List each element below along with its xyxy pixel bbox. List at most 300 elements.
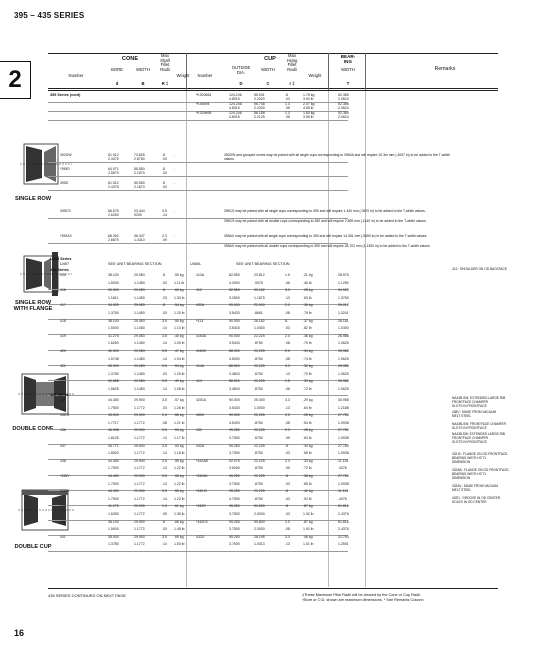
table-cell: .47 kg bbox=[174, 349, 184, 353]
table-cell: 1.21 lb bbox=[174, 420, 185, 425]
table-cell: 435-S bbox=[60, 413, 70, 418]
table-cell: 41.275 bbox=[108, 504, 119, 509]
table-cell: 1.8125 bbox=[108, 436, 119, 440]
table-cell: .92 lb bbox=[303, 496, 312, 501]
table-cell: 3.6250 bbox=[229, 466, 240, 471]
table-cell: .14 bbox=[162, 356, 167, 361]
table-cell: 395CS bbox=[60, 209, 71, 213]
table-cell: .03 bbox=[162, 185, 167, 190]
table-cell: 1.8020 bbox=[108, 451, 119, 456]
table-cell: 1.1772 bbox=[134, 405, 145, 410]
table-cell: 3.7500 bbox=[229, 496, 240, 501]
table-cell: 1.4310 bbox=[134, 238, 145, 243]
table-cell: 1.3 bbox=[162, 504, 167, 509]
table-cell: .37 kg bbox=[303, 318, 313, 323]
table-cell: 1.5 bbox=[285, 273, 290, 277]
table-cell: - bbox=[174, 209, 176, 213]
table-cell: 3.7500 bbox=[229, 481, 240, 486]
table-cell: 29.083 bbox=[134, 349, 145, 353]
cone-number-header: Number bbox=[68, 73, 84, 78]
table-cell: .8 bbox=[162, 181, 165, 185]
table-cell: 29.900 bbox=[134, 489, 145, 494]
table-cell: 3.5 bbox=[162, 379, 167, 384]
table-cell: 66.675 bbox=[108, 209, 119, 213]
table-cell: .8750 bbox=[254, 466, 263, 471]
table-cell: 3.5433 bbox=[229, 341, 240, 346]
table-cell: .8 bbox=[162, 303, 165, 308]
table-cell: 1.7500 bbox=[108, 466, 119, 471]
table-cell: .28 kg bbox=[303, 288, 313, 293]
table-cell: .50 kg bbox=[174, 318, 184, 323]
table-cell: 61.816 bbox=[338, 519, 349, 524]
cup-weight-header: Weight bbox=[308, 73, 322, 78]
table-cell: 1.1450 bbox=[134, 387, 145, 391]
table-cell: .8 bbox=[162, 273, 165, 277]
unit-see-section: SEE UNIT BEARING SECTION bbox=[236, 262, 290, 266]
table-cell: 22.225 bbox=[254, 443, 265, 448]
table-cell: 1.92 lb bbox=[303, 512, 314, 516]
table-cell: .03 bbox=[285, 326, 290, 331]
table-cell: 29.900 bbox=[134, 398, 145, 402]
table-cell: 61.816 bbox=[338, 504, 349, 509]
table-cell: .08 bbox=[285, 341, 290, 346]
table-cell: 29.900 bbox=[134, 443, 145, 448]
table-cell: 1.3750 bbox=[338, 295, 349, 300]
table-cell: .8750 bbox=[254, 356, 263, 361]
table-cell: 95.250 bbox=[229, 474, 240, 478]
table-cell: 88.900 bbox=[229, 349, 240, 353]
table-cell: 3.7500 bbox=[229, 436, 240, 440]
table-cell: 3.5 bbox=[162, 443, 167, 448]
double-cup-diagram bbox=[16, 486, 76, 539]
table-cell: 3.5433 bbox=[229, 420, 240, 425]
table-cell: 1.7717 bbox=[108, 420, 119, 425]
table-cell: 1.2188 bbox=[338, 405, 349, 410]
table-cell: 22.225 bbox=[254, 474, 265, 478]
table-cell: 1.1772 bbox=[134, 496, 145, 501]
table-cell: - bbox=[174, 167, 176, 171]
table-cell: .54 lb bbox=[303, 420, 312, 425]
table-cell: 1.11 lb bbox=[174, 280, 185, 285]
table-cell: 1.0625 bbox=[338, 387, 349, 391]
table-cell: 1.0625 bbox=[338, 341, 349, 346]
table-cell: .14 bbox=[162, 451, 167, 456]
table-cell: 2.0 bbox=[285, 519, 290, 524]
table-cell: 1.10 lb bbox=[174, 326, 185, 331]
table-cell: 1.53 lb bbox=[174, 542, 185, 547]
table-cell: *395D bbox=[60, 167, 70, 171]
table-cell: 39.688 bbox=[108, 379, 119, 384]
cone-bore-header: BORE bbox=[111, 67, 123, 72]
table-cell: 82.550 bbox=[229, 273, 240, 277]
table-cell: 56.738 bbox=[254, 101, 265, 106]
table-cell: 28.575 bbox=[338, 273, 349, 277]
table-cell: .03 bbox=[285, 97, 290, 102]
table-cell: 2.4375 bbox=[108, 157, 119, 162]
page-number: 16 bbox=[14, 628, 25, 638]
table-cell: .14 bbox=[162, 542, 167, 547]
table-cell: 2.4375 bbox=[108, 185, 119, 190]
symbol-D: D bbox=[239, 81, 243, 86]
remark: 432AV : MADE FROM VACUUM MELT STEEL bbox=[452, 484, 498, 492]
table-cell: 124.246 bbox=[229, 101, 242, 106]
table-cell: 1.1772 bbox=[134, 466, 145, 471]
table-cell: 1.92 lb bbox=[303, 527, 314, 532]
body-divider bbox=[328, 91, 329, 587]
table-cell: 3.5433 bbox=[229, 326, 240, 331]
table-cell: 1.1450 bbox=[134, 341, 145, 346]
table-cell: 55.550 bbox=[134, 167, 145, 171]
table-cell: 1.17 lb bbox=[174, 436, 185, 440]
table-cell: 22.000 bbox=[254, 303, 265, 308]
table-cell: .14 bbox=[162, 496, 167, 501]
table-cell: 3.5 bbox=[162, 474, 167, 478]
table-cell: 1.1772 bbox=[134, 512, 145, 516]
table-cell: .65 lb bbox=[303, 451, 312, 456]
table-cell: 421 bbox=[60, 364, 66, 369]
table-cell: .79 lb bbox=[303, 311, 312, 315]
table-cell: 44.450 bbox=[108, 398, 119, 402]
table-cell: *432AV bbox=[196, 474, 208, 478]
table-cell: .46 lb bbox=[303, 280, 312, 285]
table-cell: 29.900 bbox=[134, 428, 145, 433]
table-cell: 1.0938 bbox=[338, 451, 349, 456]
table-cell: .03 bbox=[285, 512, 290, 516]
table-cell: 41.275 bbox=[108, 333, 119, 338]
table-cell: 3.5 bbox=[162, 489, 167, 494]
table-cell: .03 bbox=[162, 527, 167, 532]
table-cell: 35.000 bbox=[108, 364, 119, 369]
table-cell: 26.162 bbox=[254, 318, 265, 323]
table-cell: 1.1772 bbox=[134, 527, 145, 532]
table-cell: .8 bbox=[162, 288, 165, 293]
table-cell: .70 lb bbox=[303, 371, 312, 376]
table-cell: .03 bbox=[285, 481, 290, 486]
table-cell: 437 bbox=[60, 443, 66, 448]
table-cell: .8750 bbox=[254, 481, 263, 486]
table-cell: 90.000 bbox=[229, 333, 240, 338]
table-cell: .61 kg bbox=[174, 504, 184, 509]
table-cell: 3.5433 bbox=[229, 311, 240, 315]
table-cell: 418 bbox=[60, 318, 66, 323]
table-cell: .9375 bbox=[254, 280, 263, 285]
table-cell: 2.1870 bbox=[134, 185, 145, 190]
header-divider bbox=[365, 53, 366, 90]
table-cell: 2.0 bbox=[285, 333, 290, 338]
table-cell: 2.4376 bbox=[338, 512, 349, 516]
header-divider bbox=[186, 53, 187, 90]
table-cell: 2.07 kg bbox=[303, 101, 315, 106]
remark-413: 413 : SHOULDER ON OD BACKFACE bbox=[452, 267, 507, 271]
table-cell: 2.0624 bbox=[338, 97, 349, 102]
table-cell: 29.083 bbox=[134, 288, 145, 293]
table-cell: .03 bbox=[285, 496, 290, 501]
row-separator bbox=[48, 190, 348, 191]
table-cell: .54 kg bbox=[174, 364, 184, 369]
table-cell: 1.3 bbox=[285, 110, 290, 115]
table-cell: 22.225 bbox=[254, 413, 265, 418]
table-cell: 95.250 bbox=[229, 489, 240, 494]
table-cell: .55 kg bbox=[174, 489, 184, 494]
table-cell: 44.450 bbox=[108, 458, 119, 463]
table-bottom-rule bbox=[48, 588, 498, 589]
table-cell: 36.347 bbox=[134, 234, 145, 238]
table-cell: 22.225 bbox=[254, 349, 265, 353]
table-cell: 432A bbox=[196, 303, 205, 308]
table-cell: 1.0625 bbox=[338, 356, 349, 361]
table-cell: .36 kg bbox=[303, 333, 313, 338]
table-cell: 1.5000 bbox=[108, 326, 119, 331]
table-cell: 61.912 bbox=[108, 153, 119, 157]
table-cell: 1.1250 bbox=[338, 280, 349, 285]
table-cell: 90.000 bbox=[229, 398, 240, 402]
table-cell: 34.925 bbox=[108, 303, 119, 308]
symbol-B: B bbox=[141, 81, 145, 86]
table-cell: 90.000 bbox=[229, 318, 240, 323]
remark: 432D : GROOVE IN OD CENTER HOLES IN OD CENTER bbox=[452, 496, 500, 504]
table-cell: .05 bbox=[285, 106, 290, 111]
table-cell: 9230 bbox=[134, 213, 142, 218]
table-cell: .87 kg bbox=[303, 504, 313, 509]
header-top-rule bbox=[48, 53, 498, 54]
table-cell: 439 bbox=[60, 504, 66, 509]
table-cell: 56.188 bbox=[254, 110, 265, 115]
table-cell: .53 kg bbox=[174, 443, 184, 448]
table-cell: .29 kg bbox=[303, 398, 313, 402]
note-392dw: 392DW and grouped cones may be paired with all single cups corresponding to 3960A and will require 10.3m mm (.4057 in) to be added to the T-width values. bbox=[224, 153, 450, 162]
table-cell: 1.0313 bbox=[254, 542, 265, 547]
table-cell: 22.225 bbox=[254, 379, 265, 384]
table-cell: .63 lb bbox=[303, 436, 312, 440]
table-cell: 3.5433 bbox=[229, 405, 240, 410]
table-cell: 438 bbox=[60, 458, 66, 463]
cup-od-header: OUTSIDE DIA. bbox=[231, 65, 251, 75]
table-cell: 44.450 bbox=[108, 474, 119, 478]
table-cell: 4.8915 bbox=[229, 97, 240, 102]
table-cell: .55 kg bbox=[174, 458, 184, 463]
table-cell: .8 bbox=[285, 93, 288, 97]
table-cell: 1.1450 bbox=[134, 371, 145, 376]
table-cell: 52.385 bbox=[338, 93, 349, 97]
cone-weight-header: Weight bbox=[176, 73, 190, 78]
table-cell: 29.083 bbox=[134, 303, 145, 308]
table-cell: 1.7500 bbox=[108, 405, 119, 410]
table-cell: 27.783 bbox=[338, 413, 349, 418]
table-cell: 2.2020 bbox=[254, 97, 265, 102]
unit-number: U460L bbox=[190, 262, 202, 266]
table-cell: 34.925 bbox=[338, 288, 349, 293]
table-cell: 441 bbox=[60, 534, 66, 539]
table-cell: .74 lb bbox=[303, 356, 312, 361]
remarks-header: Remarks bbox=[434, 66, 456, 72]
chapter-tab: 2 bbox=[0, 61, 31, 99]
table-cell: 92.075 bbox=[229, 458, 240, 463]
table-cell: 2.0 bbox=[162, 413, 167, 418]
table-cell: .03 bbox=[162, 405, 167, 410]
table-cell: .03 bbox=[162, 171, 167, 176]
table-cell: 22.225 bbox=[254, 333, 265, 338]
body-divider bbox=[365, 91, 366, 587]
table-cell: 124.246 bbox=[229, 93, 242, 97]
table-cell: .8750 bbox=[254, 371, 263, 376]
symbol-r: r ‡ bbox=[289, 81, 295, 86]
table-cell: 26.988 bbox=[338, 379, 349, 384]
note-395ax-double: 395AX may be paired with all double cups corresponding to 390 and will require 28.702 mm (1.1300 in) to be added to the T-width values. bbox=[224, 244, 431, 248]
table-cell: 3.5 bbox=[162, 458, 167, 463]
table-cell: 1.3 bbox=[285, 101, 290, 106]
table-cell: 1.20 lb bbox=[174, 371, 185, 376]
table-cell: 95.250 bbox=[229, 428, 240, 433]
table-cell: 1.0000 bbox=[254, 405, 265, 410]
table-cell: 416 bbox=[60, 288, 66, 293]
table-cell: 1.00 lb bbox=[174, 341, 185, 346]
table-cell: 29.900 bbox=[134, 519, 145, 524]
table-cell: .8750 bbox=[254, 420, 263, 425]
table-cell: 1.5625 bbox=[108, 387, 119, 391]
table-cell: 432 bbox=[196, 428, 202, 433]
table-cell: 3.4843 bbox=[229, 387, 240, 391]
table-cell: 1.2501 bbox=[338, 542, 349, 547]
table-cell: 1.78 kg bbox=[303, 93, 315, 97]
table-cell: 88.500 bbox=[229, 364, 240, 369]
table-cell: - bbox=[174, 181, 176, 185]
table-cell: .4376 bbox=[338, 466, 347, 471]
table-cell: .64 lb bbox=[303, 405, 312, 410]
table-cell: 1.6250 bbox=[108, 512, 119, 516]
table-cell: 90.000 bbox=[229, 303, 240, 308]
table-cell: .08 bbox=[162, 420, 167, 425]
table-cell: .72 lb bbox=[303, 466, 312, 471]
table-cell: 2.6875 bbox=[108, 238, 119, 243]
table-cell: .42 kg bbox=[303, 489, 313, 494]
table-cell: 392DW bbox=[60, 153, 72, 157]
table-cell: 2.3 bbox=[285, 428, 290, 433]
table-cell: 2.0000 bbox=[254, 512, 265, 516]
table-cell: 46.038 bbox=[108, 428, 119, 433]
table-cell: 2.5579 bbox=[108, 171, 119, 176]
note-395cs-single: 395CS may be paired with all single cups corresponding to 390 and will require 1.440 mm (.0570 in) to be added to the T-width values. bbox=[224, 209, 426, 213]
table-cell: .38 kg bbox=[303, 474, 313, 478]
table-cell: 55.931 bbox=[254, 93, 265, 97]
table-cell: 1.5000 bbox=[108, 280, 119, 285]
table-cell: 1.35 lb bbox=[174, 512, 185, 516]
table-cell: 26.195 bbox=[254, 534, 265, 539]
remark: 432AB : FLANGE ON OD FRONTFACE, BEARING WIDTH IS T1 DIMENSION bbox=[452, 468, 510, 480]
cup-width-header: WIDTH bbox=[261, 67, 275, 72]
group-heading: 395 Series (cont) bbox=[50, 93, 81, 97]
table-cell: .8 bbox=[162, 153, 165, 157]
table-cell: 3.96 lb bbox=[303, 115, 314, 119]
table-cell: 1.1772 bbox=[134, 420, 145, 425]
table-cell: .8 bbox=[285, 443, 288, 448]
header-bottom-rule-2 bbox=[48, 90, 498, 91]
table-cell: 30.162 bbox=[254, 288, 265, 293]
table-cell: 22.225 bbox=[254, 458, 265, 463]
table-cell: 73.825 bbox=[134, 153, 145, 157]
table-cell: 1.5748 bbox=[108, 356, 119, 361]
table-cell: *432DC bbox=[196, 519, 209, 524]
table-cell: 29.083 bbox=[134, 379, 145, 384]
table-cell: 1.0300 bbox=[254, 326, 265, 331]
table-cell: 1.3750 bbox=[108, 311, 119, 315]
table-cell: .8 bbox=[162, 167, 165, 171]
group-heading: 415 Series bbox=[50, 268, 69, 272]
table-cell: 61.912 bbox=[108, 181, 119, 185]
header-divider bbox=[328, 53, 329, 90]
table-cell: .14 bbox=[162, 213, 167, 218]
table-cell: 50.800 bbox=[254, 519, 265, 524]
cup-fillet-header: Max Hsing Fillet Radii bbox=[286, 53, 298, 72]
table-cell: .09 bbox=[285, 436, 290, 440]
body-divider bbox=[186, 91, 187, 587]
table-cell: .33 kg bbox=[303, 379, 313, 384]
table-cell: 1.1772 bbox=[134, 542, 145, 547]
table-cell: 29.900 bbox=[134, 458, 145, 463]
table-cell: 29.900 bbox=[134, 413, 145, 418]
table-cell: 3.5 bbox=[162, 534, 167, 539]
table-cell: 1.26 lb bbox=[174, 405, 185, 410]
table-cell: 395D bbox=[60, 181, 69, 185]
table-cell: 3.3 bbox=[285, 364, 290, 369]
table-cell: 2.3 bbox=[285, 458, 290, 463]
table-cell: 3.7500 bbox=[229, 451, 240, 456]
table-cell: 124.246 bbox=[229, 110, 242, 115]
table-cell: 44.450 bbox=[108, 489, 119, 494]
table-cell: 11.115 bbox=[338, 489, 349, 494]
table-cell: 413A bbox=[196, 273, 205, 277]
table-cell: 1.6250 bbox=[108, 341, 119, 346]
double-cup-label: DOUBLE CUP bbox=[14, 544, 52, 550]
table-cell: .33 kg bbox=[303, 458, 313, 463]
table-cell: *438V bbox=[60, 474, 70, 478]
row-separator bbox=[48, 395, 348, 396]
table-cell: 1.01 lb bbox=[303, 542, 314, 547]
table-cell: 1.3780 bbox=[108, 542, 119, 547]
table-cell: 1.22 lb bbox=[174, 496, 185, 501]
table-cell: 4163X bbox=[196, 349, 207, 353]
table-cell: .13 bbox=[285, 295, 290, 300]
table-cell: 3.4843 bbox=[229, 371, 240, 376]
table-cell: .49 kg bbox=[174, 379, 184, 384]
table-cell: 38.100 bbox=[108, 318, 119, 323]
table-cell: 23.444 bbox=[134, 209, 145, 213]
table-cell: 3.7500 bbox=[229, 542, 240, 547]
table-cell: 1.1450 bbox=[134, 280, 145, 285]
table-cell: 3.93 lb bbox=[303, 97, 314, 102]
table-cell: .03 bbox=[162, 295, 167, 300]
table-cell: 430X bbox=[196, 413, 205, 418]
table-cell: .8 bbox=[285, 504, 288, 509]
table-cell: .03 bbox=[162, 311, 167, 315]
table-cell: .13 bbox=[285, 542, 290, 547]
single-row-label: SINGLE ROW bbox=[14, 196, 52, 202]
table-cell: 1.1772 bbox=[134, 451, 145, 456]
table-cell: 29.083 bbox=[134, 318, 145, 323]
table-cell: 3.5 bbox=[162, 209, 167, 213]
double-cone-label: DOUBLE CONE bbox=[12, 426, 54, 432]
table-cell: 88.500 bbox=[229, 379, 240, 384]
table-cell: .05 bbox=[285, 115, 290, 119]
table-cell: 2.6250 bbox=[108, 213, 119, 218]
table-cell: .50 kg bbox=[174, 273, 184, 277]
table-cell: .34 kg bbox=[303, 349, 313, 353]
symbol-R: R ‡ bbox=[161, 81, 169, 86]
table-cell: *432D bbox=[196, 504, 206, 509]
table-cell: .32 kg bbox=[303, 364, 313, 369]
table-cell: .08 bbox=[285, 311, 290, 315]
table-cell: 26.161 bbox=[338, 318, 349, 323]
table-cell: .08 bbox=[285, 420, 290, 425]
